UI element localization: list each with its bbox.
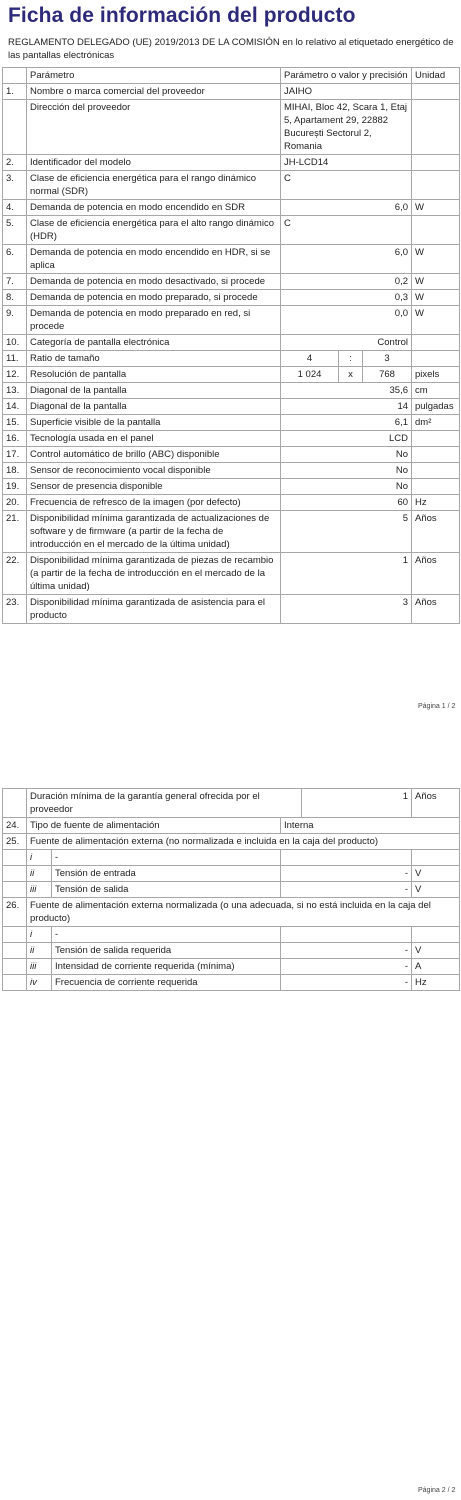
table-row: 26. Fuente de alimentación externa normalizada (o una adecuada, si no está incluida en la caja del producto) (3, 898, 460, 927)
table-row: 2. Identificador del modelo JH-LCD14 (3, 155, 460, 171)
table-row: 21. Disponibilidad mínima garantizada de actualizaciones de software y de firmware (a partir de la fecha de introducción en el mercado de la última unidad) 5 Años (3, 511, 460, 553)
column-header-parameter: Parámetro (27, 68, 281, 84)
table-row: 6. Demanda de potencia en modo encendido en HDR, si se aplica 6,0 W (3, 245, 460, 274)
table-row: 15. Superficie visible de la pantalla 6,1 dm² (3, 415, 460, 431)
page-number: Página 1 / 2 (418, 703, 456, 710)
table-row: Dirección del proveedor MIHAI, Bloc 42, Scara 1, Etaj 5, Apartament 29, 22882 București Sectorul 2, Romania (3, 100, 460, 155)
table-row: i - (3, 850, 460, 866)
table-row: 13. Diagonal de la pantalla 35,6 cm (3, 383, 460, 399)
product-info-table (2, 67, 460, 624)
page-number: Página 2 / 2 (418, 1487, 456, 1494)
table-row: 7. Demanda de potencia en modo desactivado, si procede 0,2 W (3, 274, 460, 290)
table-row: 16. Tecnología usada en el panel LCD (3, 431, 460, 447)
table-row: iii Tensión de salida - V (3, 882, 460, 898)
table-row: 25. Fuente de alimentación externa (no normalizada e incluida en la caja del producto) (3, 834, 460, 850)
table-row: iii Intensidad de corriente requerida (mínima) - A (3, 959, 460, 975)
table-row: 1. Nombre o marca comercial del proveedor JAIHO (3, 84, 460, 100)
table-row: i - (3, 927, 460, 943)
product-info-table-continued (2, 788, 460, 991)
column-header-value: Parámetro o valor y precisión (281, 68, 412, 84)
table-row: 3. Clase de eficiencia energética para el rango dinámico normal (SDR) C (3, 171, 460, 200)
regulation-subtitle: REGLAMENTO DELEGADO (UE) 2019/2013 DE LA COMISIÓN en lo relativo al etiquetado energético de las pantallas electrónicas (8, 37, 454, 61)
table-row: ii Tensión de salida requerida - V (3, 943, 460, 959)
table-row: 12. Resolución de pantalla 1 024 x 768 pixels (3, 367, 460, 383)
table-row: 23. Disponibilidad mínima garantizada de asistencia para el producto 3 Años (3, 595, 460, 624)
table-row: 5. Clase de eficiencia energética para el alto rango dinámico (HDR) C (3, 216, 460, 245)
table-row: ii Tensión de entrada - V (3, 866, 460, 882)
table-row: 20. Frecuencia de refresco de la imagen (por defecto) 60 Hz (3, 495, 460, 511)
table-row: Duración mínima de la garantía general ofrecida por el proveedor 1 Años (3, 789, 460, 818)
column-header-unit: Unidad (412, 68, 460, 84)
page-title: Ficha de información del producto (8, 4, 356, 27)
table-row: 8. Demanda de potencia en modo preparado, si procede 0,3 W (3, 290, 460, 306)
table-row: iv Frecuencia de corriente requerida - Hz (3, 975, 460, 991)
table-row: 24. Tipo de fuente de alimentación Interna (3, 818, 460, 834)
table-row: 9. Demanda de potencia en modo preparado en red, si procede 0,0 W (3, 306, 460, 335)
table-header-row (3, 68, 460, 84)
table-row: 11. Ratio de tamaño 4 : 3 (3, 351, 460, 367)
table-row: 18. Sensor de reconocimiento vocal disponible No (3, 463, 460, 479)
table-row: 22. Disponibilidad mínima garantizada de piezas de recambio (a partir de la fecha de introducción en el mercado de la última unidad) 1 Años (3, 553, 460, 595)
table-row: 10. Categoría de pantalla electrónica Control (3, 335, 460, 351)
table-row: 4. Demanda de potencia en modo encendido en SDR 6,0 W (3, 200, 460, 216)
table-row: 19. Sensor de presencia disponible No (3, 479, 460, 495)
table-row: 14. Diagonal de la pantalla 14 pulgadas (3, 399, 460, 415)
table-row: 17. Control automático de brillo (ABC) disponible No (3, 447, 460, 463)
